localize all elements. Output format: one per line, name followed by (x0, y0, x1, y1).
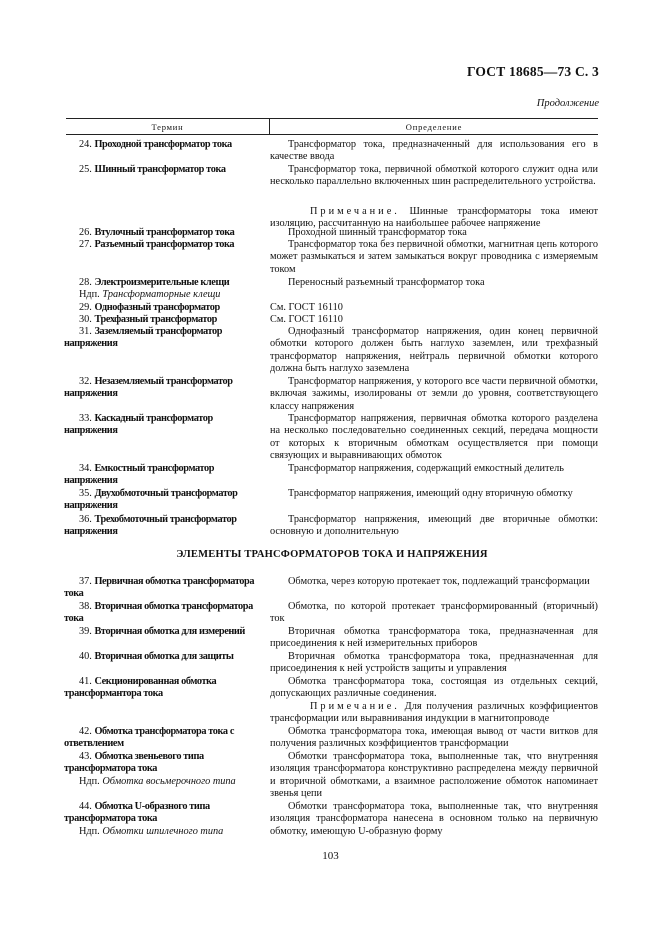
term-definition: Трансформатор тока без первичной обмотки, магнитная цепь которого может размыкаться и затем замыкаться вокруг проводника с измеряемым током (270, 239, 598, 275)
term-name: Трехфазный трансформатор (94, 314, 217, 325)
term-definition: См. ГОСТ 16110 (270, 314, 343, 325)
term-definition: Трансформатор напряжения, первичная обмотка которого разделена на несколько последовательно соединенных секций, передача мощности от которых к вторичным обмоткам осуществляется при помощи связующих и выравнивающих обмоток (270, 413, 598, 462)
term-definition: Вторичная обмотка трансформатора тока, предназначенная для присоединения к ней измерительных приборов (270, 626, 598, 650)
term-name: Секционированная обмотка трансформантора тока (64, 676, 217, 700)
section-heading: ЭЛЕМЕНТЫ ТРАНСФОРМАТОРОВ ТОКА И НАПРЯЖЕНИЯ (176, 549, 488, 560)
term-name: Первичная обмотка трансформатора тока (64, 576, 255, 600)
term-name: Разъемный трансформатор тока (94, 239, 235, 250)
term-definition: Трансформатор напряжения, содержащий емкостный делитель (288, 463, 564, 474)
standard-header: ГОСТ 18685—73 С. 3 (466, 64, 599, 79)
term-name: Электроизмерительные клещи (94, 277, 230, 288)
term-name: Обмотка U-образного типа трансформатора тока (64, 801, 210, 825)
term-name: Двухобмоточный трансформатор напряжения (64, 488, 238, 512)
column-header-term: Термин (151, 122, 184, 132)
term-definition: Проходной шинный трансформатор тока (288, 227, 467, 238)
term-definition: Обмотки трансформатора тока, выполненные так, что внутренняя изоляция трансформатора нанесена в основном только на первичную обмотку, имеющую U-образную форму (270, 801, 598, 837)
term-name: Втулочный трансформатор тока (94, 227, 235, 238)
term-name: Вторичная обмотка для измерений (94, 626, 245, 637)
page-number: 103 (322, 850, 339, 862)
term-name: Обмотка звеньевого типа трансформатора тока (64, 751, 204, 775)
term-definition: Обмотки трансформатора тока, выполненные так, что внутренняя изоляция трансформатора конструктивно распределена между первичной и вторичной обмотками, а взаимное расположение обмоток напоминает звенья цепи (270, 751, 598, 800)
term-definition: Вторичная обмотка трансформатора тока, предназначенная для присоединения к ней устройств защиты и управления (270, 651, 598, 675)
note-text: Примечание. Для получения различных коэффициентов трансформации или выравнивания индукции в магнитопроводе (270, 701, 598, 725)
term-definition: Однофазный трансформатор напряжения, один конец первичной обмотки которого должен быть наглухо заземлен, или трехфазный трансформатор напряжения, нейтраль первичной обмотки которого должна быть наглухо заземлена (270, 326, 598, 375)
table-top-rule (66, 118, 598, 119)
continuation-label: Продолжение (536, 98, 599, 109)
term-name: Вторичная обмотка трансформатора тока (64, 601, 253, 625)
term-definition: Трансформатор напряжения, имеющий две вторичные обмотки: основную и дополнительную (270, 514, 598, 538)
term-name: Проходной трансформатор тока (94, 139, 232, 150)
term-definition: Обмотка трансформатора тока, имеющая вывод от части витков для получения различных коэффициентов трансформации (270, 726, 598, 750)
term-name: Незаземляемый трансформатор напряжения (64, 376, 233, 400)
term-definition: Обмотка трансформатора тока, состоящая из отдельных секций, допускающих различные соединения. (270, 676, 598, 700)
term-name: Вторичная обмотка для защиты (94, 651, 234, 662)
term-name: Обмотка трансформатора тока с ответвлением (64, 726, 235, 750)
term-name: Трехобмоточный трансформатор напряжения (64, 514, 237, 538)
term-definition: См. ГОСТ 16110 (270, 302, 343, 313)
note-text: Примечание. Шинные трансформаторы тока имеют изоляцию, рассчитанную на наибольшее рабочее напряжение (270, 206, 598, 230)
term-name: Однофазный трансформатор (94, 302, 220, 313)
term-definition: Обмотка, через которую протекает ток, подлежащий трансформации (288, 576, 590, 587)
table-header-rule (66, 134, 598, 135)
term-name: Заземляемый трансформатор напряжения (64, 326, 223, 350)
term-definition: Переносный разъемный трансформатор тока (288, 277, 485, 288)
term-definition: Трансформатор тока, первичной обмоткой которого служит одна или несколько параллельно включенных шин распределительного устройства. (270, 164, 598, 188)
term-definition: Трансформатор напряжения, у которого все части первичной обмотки, включая зажимы, изолированы от земли до уровня, соответствующего классу напряжения (270, 376, 598, 412)
column-header-definition: Определение (405, 122, 463, 132)
term-name: Емкостный трансформатор напряжения (64, 463, 215, 487)
term-definition: Обмотка, по которой протекает трансформированный (вторичный) ток (270, 601, 598, 625)
term-name: Шинный трансформатор тока (94, 164, 226, 175)
term-definition: Трансформатор напряжения, имеющий одну вторичную обмотку (288, 488, 573, 499)
term-name: Каскадный трансформатор напряжения (64, 413, 213, 437)
document-page: ГОСТ 18685—73 С. 3 Продолжение Термин Определение 24. Проходной трансформатор тока Трансформатор тока, предназначенный для использования его в качестве ввода 25. Шинный трансформатор тока Трансформатор тока, первичной обмоткой которого служит одна или несколько параллельно включенных шин распределительного устройства. Примечание. Шинные трансформаторы тока имеют изоляцию, рассчитанную на наибольшее рабочее напряжение 26. Втулочный трансформатор тока Проходной шинный трансформатор тока 27. Разъемный трансформатор тока Трансформатор тока без первичной обмотки, магнитная цепь которого может размыкаться и затем замыкаться вокруг проводника с измеряемым током 28. Электроизмерительные клещи Переносный разъемный трансформатор тока Ндп. Трансформаторные клещи 29. Однофазный трансформатор См. ГОСТ 16110 30. Трехфазный трансформатор См. ГОСТ 16110 31. Заземляемый трансформатор напряжения Однофазный трансформатор напряжения, один конец первичной обмотки которого должен быть наглухо заземлен, или трехфазный трансформатор напряжения, нейтраль первичной обмотки которого должна быть наглухо заземлена 32. Незаземляемый трансформатор напряжения Трансформатор напряжения, у которого все части первичной обмотки, включая зажимы, изолированы от земли до уровня, соответствующего классу напряжения 33. Каскадный трансформатор напряжения Трансформатор напряжения, первичная обмотка которого разделена на несколько последовательно соединенных секций, передача мощности от которых к вторичным обмоткам осуществляется при помощи связующих и выравнивающих обмоток 34. Емкостный трансформатор напряжения Трансформатор напряжения, содержащий емкостный делитель 35. Двухобмоточный трансформатор напряжения Трансформатор напряжения, имеющий одну вторичную обмотку 36. Трехобмоточный трансформатор напряжения Трансформатор напряжения, имеющий две вторичные обмотки: основную и дополнительную ЭЛЕМЕНТЫ ТРАНСФОРМАТОРОВ ТОКА И НАПРЯЖЕНИЯ 37. Первичная обмотка трансформатора тока Обмотка, через которую протекает ток, подлежащий трансформации 38. Вторичная обмотка трансформатора тока Обмотка, по которой протекает трансформированный (вторичный) ток 39. Вторичная обмотка для измерений Вторичная обмотка трансформатора тока, предназначенная для присоединения к ней измерительных приборов 40. Вторичная обмотка для защиты Вторичная обмотка трансформатора тока, предназначенная для присоединения к ней устройств защиты и управления 41. Секционированная обмотка трансформантора тока Обмотка трансформатора тока, состоящая из отдельных секций, допускающих различные соединения. Примечание. Для получения различных коэффициентов трансформации или выравнивания индукции в магнитопроводе 42. Обмотка трансформатора тока с ответвлением Обмотка трансформатора тока, имеющая вывод от части витков для получения различных коэффициентов трансформации 43. Обмотка звеньевого типа трансформатора тока Обмотки трансформатора тока, выполненные так, что внутренняя изоляция трансформатора конструктивно распределена между первичной и вторичной обмотками, а взаимное расположение обмоток напоминает звенья цепи Ндп. Обмотка восьмерочного типа 44. Обмотка U-образного типа трансформатора тока Обмотки трансформатора тока, выполненные так, что внутренняя изоляция трансформатора нанесена в основном только на первичную обмотку, имеющую U-образную форму Ндп. Обмотки шпилечного типа 103 (0, 0, 661, 936)
term-definition: Трансформатор тока, предназначенный для использования его в качестве ввода (270, 139, 598, 163)
